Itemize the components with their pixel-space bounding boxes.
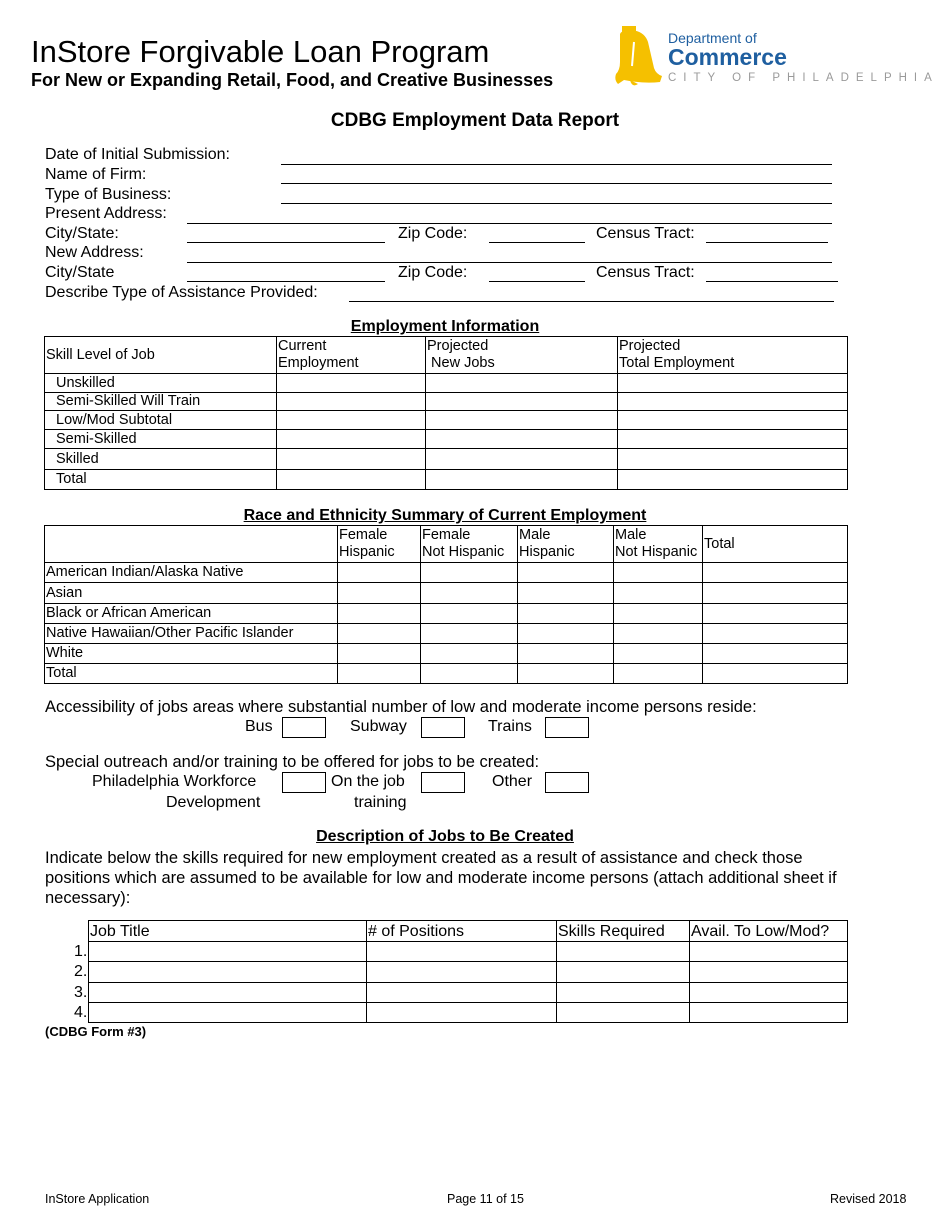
row-number: 2. <box>74 963 88 980</box>
table-row <box>89 962 848 983</box>
race-col-female-hispanic: Female Hispanic <box>338 526 421 563</box>
table-row: American Indian/Alaska Native <box>45 563 848 583</box>
table-row: Semi-Skilled Will Train <box>45 393 848 411</box>
outreach-question: Special outreach and/or training to be offered for jobs to be created: <box>45 753 540 771</box>
table-row: Total <box>45 664 848 684</box>
form-id: (CDBG Form #3) <box>45 1024 147 1039</box>
subway-label: Subway <box>350 718 407 735</box>
footer-page-number: Page 11 of 15 <box>447 1192 524 1206</box>
new-zip-code-field[interactable] <box>489 281 585 282</box>
logo-city-text: CITY OF PHILADELPHIA <box>668 72 939 84</box>
row-number: 4. <box>74 1004 88 1021</box>
table-row: Native Hawaiian/Other Pacific Islander <box>45 624 848 644</box>
employment-col-total: Projected Total Employment <box>618 337 848 374</box>
table-row: Asian <box>45 583 848 604</box>
date-submission-label: Date of Initial Submission: <box>45 146 230 163</box>
race-header-row <box>45 526 848 563</box>
new-census-tract-label: Census Tract: <box>596 264 695 281</box>
jobs-col-avail: Avail. To Low/Mod? <box>690 921 848 942</box>
logo-commerce-text: Commerce <box>668 44 787 70</box>
table-row: Unskilled <box>45 374 848 393</box>
liberty-bell-icon <box>610 22 666 90</box>
city-state-label: City/State: <box>45 225 119 242</box>
jobs-instructions: Indicate below the skills required for new employment created as a result of assistance and check those positions which are assumed to be available for low and moderate income persons (attach additional sheet if necessary): <box>45 849 837 907</box>
new-city-state-field[interactable] <box>187 281 385 282</box>
race-col-female-not-hispanic: Female Not Hispanic <box>421 526 518 563</box>
new-census-tract-field[interactable] <box>706 281 838 282</box>
race-col-male-hispanic: Male Hispanic <box>518 526 614 563</box>
other-checkbox[interactable] <box>545 772 589 793</box>
table-row: White <box>45 644 848 664</box>
date-submission-field[interactable] <box>281 164 832 165</box>
employment-header-row <box>45 337 848 374</box>
business-type-label: Type of Business: <box>45 186 172 203</box>
table-row: Black or African American <box>45 604 848 624</box>
jobs-heading: Description of Jobs to Be Created <box>316 828 574 845</box>
on-the-job-label: On the job <box>331 773 405 790</box>
new-zip-code-label: Zip Code: <box>398 264 468 281</box>
bus-checkbox[interactable] <box>282 717 326 738</box>
jobs-col-title: Job Title <box>89 921 367 942</box>
jobs-header-row <box>89 921 848 942</box>
zip-code-field[interactable] <box>489 242 585 243</box>
assistance-field[interactable] <box>349 301 834 302</box>
jobs-col-skills: Skills Required <box>557 921 690 942</box>
race-col-total: Total <box>703 526 848 563</box>
race-col-male-not-hispanic: Male Not Hispanic <box>614 526 703 563</box>
table-row: Semi-Skilled <box>45 430 848 449</box>
table-row: Skilled <box>45 449 848 470</box>
business-type-field[interactable] <box>281 203 832 204</box>
firm-name-label: Name of Firm: <box>45 166 147 183</box>
assistance-label: Describe Type of Assistance Provided: <box>45 284 318 301</box>
bus-label: Bus <box>245 718 273 735</box>
program-title: InStore Forgivable Loan Program <box>31 34 490 69</box>
present-address-label: Present Address: <box>45 205 167 222</box>
on-the-job-label-2: training <box>354 794 407 811</box>
table-row: Total <box>45 470 848 490</box>
census-tract-field[interactable] <box>706 242 828 243</box>
city-state-field[interactable] <box>187 242 385 243</box>
footer-left: InStore Application <box>45 1192 150 1206</box>
new-address-field[interactable] <box>187 262 832 263</box>
table-row <box>89 983 848 1003</box>
row-number: 1. <box>74 943 88 960</box>
commerce-logo <box>610 22 940 92</box>
other-label: Other <box>492 773 533 790</box>
program-subtitle: For New or Expanding Retail, Food, and Creative Businesses <box>31 70 554 90</box>
employment-col-new: Projected New Jobs <box>426 337 618 374</box>
footer-revised: Revised 2018 <box>830 1192 907 1206</box>
jobs-col-positions: # of Positions <box>367 921 557 942</box>
on-the-job-checkbox[interactable] <box>421 772 465 793</box>
workforce-checkbox[interactable] <box>282 772 326 793</box>
trains-label: Trains <box>488 718 532 735</box>
row-number: 3. <box>74 984 88 1001</box>
table-row <box>89 942 848 962</box>
employment-heading: Employment Information <box>350 318 540 335</box>
workforce-label-2: Development <box>166 794 261 811</box>
new-address-label: New Address: <box>45 244 144 261</box>
employment-col-current: Current Employment <box>277 337 426 374</box>
workforce-label: Philadelphia Workforce <box>92 773 257 790</box>
present-address-field[interactable] <box>187 223 832 224</box>
employment-col-skill: Skill Level of Job <box>45 337 277 374</box>
report-title: CDBG Employment Data Report <box>330 110 620 131</box>
zip-code-label: Zip Code: <box>398 225 468 242</box>
firm-name-field[interactable] <box>281 183 832 184</box>
race-heading: Race and Ethnicity Summary of Current Employment <box>243 507 647 524</box>
accessibility-question: Accessibility of jobs areas where substantial number of low and moderate income persons reside: <box>45 698 757 716</box>
trains-checkbox[interactable] <box>545 717 589 738</box>
jobs-table <box>88 920 848 1023</box>
employment-table <box>44 336 848 490</box>
race-table <box>44 525 848 684</box>
subway-checkbox[interactable] <box>421 717 465 738</box>
table-row: Low/Mod Subtotal <box>45 411 848 430</box>
new-city-state-label: City/State <box>45 264 115 281</box>
census-tract-label: Census Tract: <box>596 225 695 242</box>
logo-department-text: Department of <box>668 30 757 46</box>
table-row <box>89 1003 848 1023</box>
